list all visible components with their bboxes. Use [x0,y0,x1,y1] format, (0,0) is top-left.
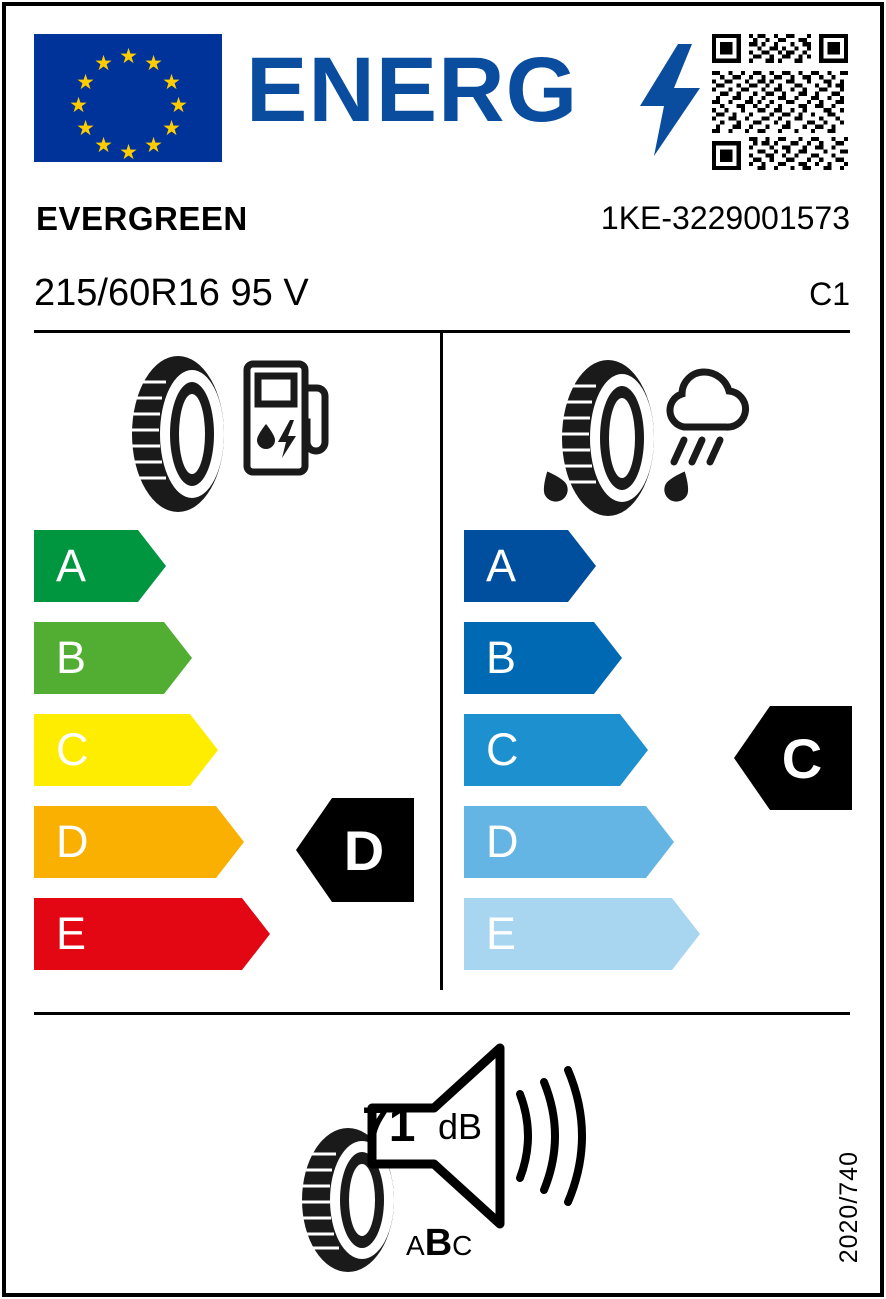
noise-class-b: B [424,1222,453,1264]
wet-grip-grade-letter: C [486,724,519,775]
wet-grip-grade-c [464,714,700,786]
fuel-grade-a [34,530,270,602]
wet-grip-grade-letter: E [486,908,517,959]
wet-grip-scale [464,530,700,990]
fuel-grade-letter: C [56,724,89,775]
rain-cloud-tyre-icon [528,348,758,520]
noise-class-scale [406,1222,472,1265]
wet-grip-rating-letter: C [781,726,823,790]
wet-grip-grade-letter: A [486,540,517,591]
noise-class-a: A [406,1230,425,1261]
wet-grip-grade-d [464,806,700,878]
wet-grip-rating-marker [734,706,852,810]
fuel-grade-b [34,622,270,694]
wet-grip-grade-letter: D [486,816,519,867]
eu-flag-icon: ★ ★ ★ ★ ★ ★ ★ ★ ★ ★ ★ ★ [34,34,222,162]
wet-grip-grade-b [464,622,700,694]
noise-unit: dB [438,1106,483,1147]
tyre-size: 215/60R16 95 V [34,272,309,314]
fuel-grade-letter: D [56,816,89,867]
qr-code-icon [712,34,848,170]
fuel-rating-marker [296,798,414,902]
brand-name: EVERGREEN [36,200,248,237]
noise-value: 71 [362,1099,416,1152]
regulation-reference: 2020/740 [835,1150,863,1263]
divider-middle [440,330,443,990]
fuel-grade-d [34,806,270,878]
tyre-class: C1 [809,276,850,312]
sku-code: 1KE-3229001573 [600,200,850,236]
noise-class-c: C [452,1230,473,1261]
fuel-pump-tyre-icon [120,352,330,517]
fuel-grade-letter: A [56,540,87,591]
energy-title: ENERG [246,39,579,141]
fuel-grade-letter: B [56,632,87,683]
divider-bottom [34,1012,850,1015]
wet-grip-grade-a [464,530,700,602]
fuel-grade-e [34,898,270,970]
fuel-efficiency-scale [34,530,270,990]
lightning-bolt-icon [640,44,700,156]
wet-grip-grade-letter: B [486,632,517,683]
wet-grip-grade-e [464,898,700,970]
fuel-grade-letter: E [56,908,87,959]
fuel-grade-c [34,714,270,786]
fuel-rating-letter: D [343,818,385,882]
